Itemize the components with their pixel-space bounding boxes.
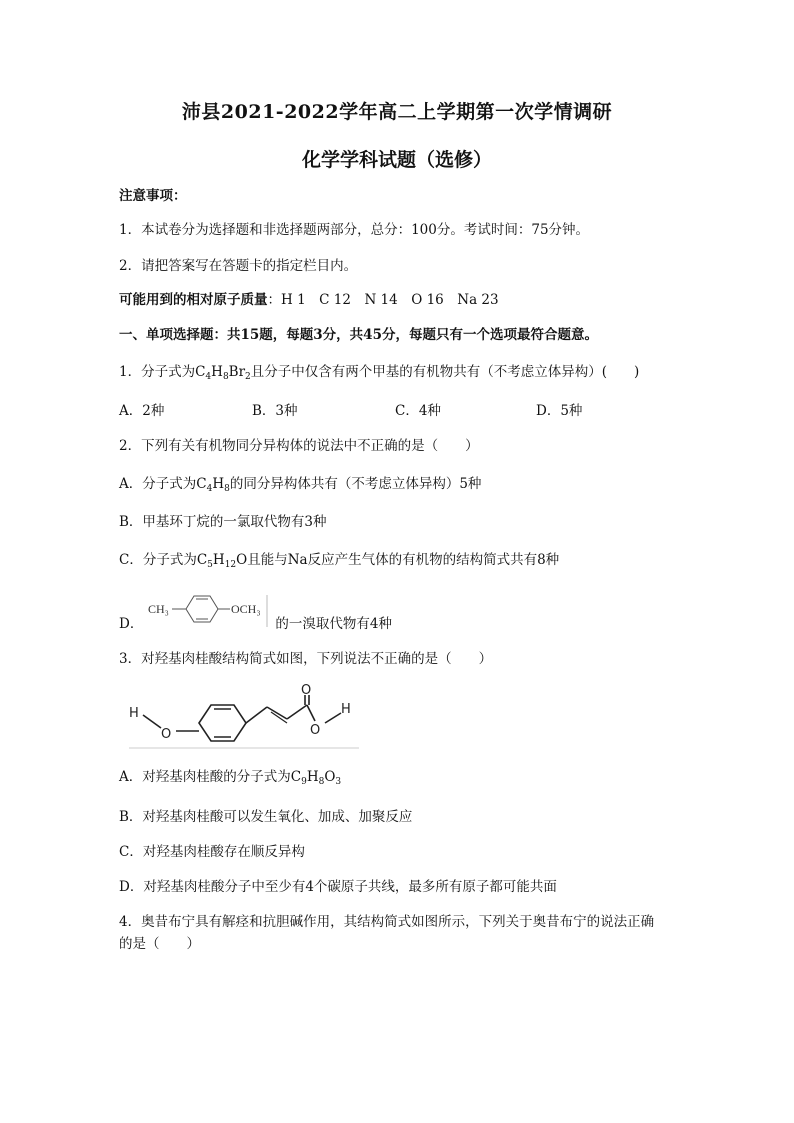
mol-h-right: H <box>341 702 351 717</box>
notice-item-2: 2．请把答案写在答题卡的指定栏目内。 <box>119 258 358 274</box>
exam-title: 沛县2021-2022学年高二上学期第一次学情调研 <box>181 101 613 123</box>
mol-ch3-label: CH₃ <box>148 602 169 616</box>
question-4-stem-line-2: 的是（ ） <box>119 936 200 952</box>
q1-option-d[interactable]: D．5种 <box>536 403 583 419</box>
q3-option-c[interactable]: C．对羟基肉桂酸存在顺反异构 <box>119 844 305 860</box>
question-1-stem: 1．分子式为$C_4H_8Br_2$且分子中仅含有两个甲基的有机物共有（不考虑立体异构）( ) <box>119 364 640 382</box>
q2-option-a[interactable]: A．分子式为$C_4H_8$的同分异构体共有（不考虑立体异构）5种 <box>119 476 482 494</box>
q3-option-a[interactable]: A．对羟基肉桂酸的分子式为$C_9H_8O_3$ <box>119 769 342 787</box>
q1-option-c[interactable]: C．4种 <box>395 403 441 419</box>
mol-o-left: O <box>161 727 172 742</box>
mol-h-left: H <box>129 706 139 721</box>
q3-option-d[interactable]: D．对羟基肉桂酸分子中至少有4个碳原子共线，最多所有原子都可能共面 <box>119 879 557 895</box>
p-hydroxycinnamic-acid-structure <box>119 683 369 749</box>
question-4-stem-line-1: 4．奥昔布宁具有解痉和抗胆碱作用，其结构简式如图所示，下列关于奥昔布宁的说法正确 <box>119 914 655 930</box>
q2-option-d[interactable]: D． 的一溴取代物有4种 <box>119 616 392 632</box>
atomic-mass-line <box>119 290 499 310</box>
q3-option-b[interactable]: B．对羟基肉桂酸可以发生氧化、加成、加聚反应 <box>119 809 413 825</box>
exam-subtitle: 化学学科试题（选修） <box>301 149 492 171</box>
q2-option-b[interactable]: B．甲基环丁烷的一氯取代物有3种 <box>119 514 327 530</box>
mol-o-hydroxyl: O <box>310 723 321 738</box>
question-1-options <box>119 401 582 421</box>
atomic-mass-values: ：H 1 C 12 N 14 O 16 Na 23 <box>267 292 499 308</box>
q2-option-c[interactable]: C．分子式为$C_5H_{12}O$且能与Na反应产生气体的有机物的结构简式共有8种 <box>119 552 560 570</box>
q1-option-a[interactable]: A．2种 <box>119 403 165 419</box>
atomic-mass-label: 可能用到的相对原子质量 <box>119 292 268 308</box>
mol-o-carbonyl: O <box>301 683 312 698</box>
notice-heading: 注意事项： <box>119 188 187 204</box>
mol-och3-label: OCH₃ <box>231 602 261 616</box>
question-3-stem: 3．对羟基肉桂酸结构简式如图，下列说法不正确的是（ ） <box>119 651 493 667</box>
notice-item-1: 1．本试卷分为选择题和非选择题两部分，总分：100分。考试时间：75分钟。 <box>119 222 590 238</box>
q1-option-b[interactable]: B．3种 <box>252 403 298 419</box>
question-2-stem: 2．下列有关有机物同分异构体的说法中不正确的是（ ） <box>119 438 479 454</box>
section-1-heading: 一、单项选择题：共15题，每题3分，共45分，每题只有一个选项最符合题意。 <box>119 327 598 343</box>
